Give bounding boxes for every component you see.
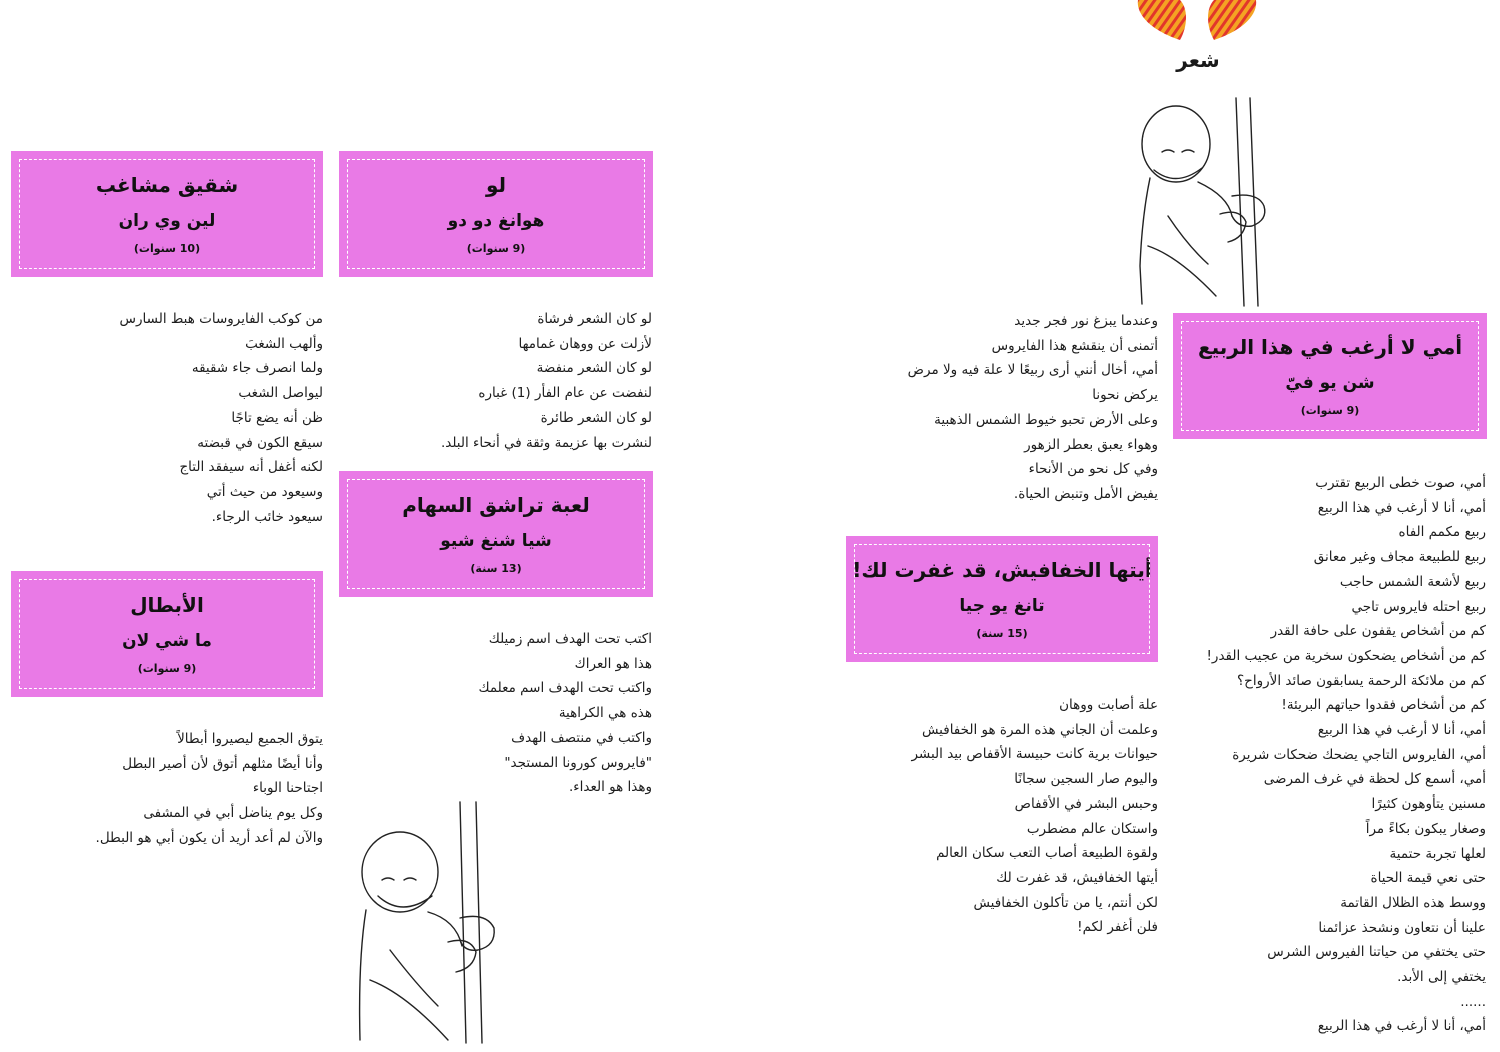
poem-line: لنشرت بها عزيمة وثقة في أنحاء البلد. [440,434,652,451]
poem-line: حتى نعي قيمة الحياة [1370,870,1486,887]
poem-line: ربيع مكمم الفاه [1398,524,1486,541]
poem-line: وعلى الأرض تحبو خيوط الشمس الذهبية [934,411,1158,428]
poem-line: هذا هو العراك [574,655,652,672]
poem-line: يتوق الجميع ليصيروا أبطالاً [177,731,323,747]
poem-line: يركض نحونا [1092,387,1158,404]
poem-line: ولما انصرف جاء شقيقه [191,360,323,377]
poem-line: وحبس البشر في الأقفاص [1014,795,1158,812]
poem-line: واليوم صار السجين سجانًا [1014,771,1158,788]
poem-line: وسيعود من حيث أتي [206,483,323,500]
poem-line: والآن لم أعد أريد أن يكون أبي هو البطل. [95,829,323,846]
poem-line: وكل يوم يناضل أبي في المشفى [143,805,323,822]
poem-author-age: (15 سنة) [976,626,1028,640]
poem-body-spring [1156,471,1486,1039]
poem-line: لعلها تجربة حتمية [1389,845,1486,862]
poem-line: حيوانات برية كانت حبيسة الأقفاص بيد البشر [911,746,1158,763]
poem-line: أمي، أنا لا أرغب في هذا الربيع [1317,722,1486,739]
poem-line: أتمنى أن ينقشع هذا الفايروس [991,337,1158,354]
poem-line: اجتاحنا الوباء [252,780,323,797]
poem-author: هوانغ دو دو [447,210,545,231]
child-mask-illustration-bottom [352,800,522,1045]
poem-line: حتى يختفي من حياتنا الفيروس الشرس [1267,944,1486,961]
poem-title: لو [485,172,507,197]
poem-line: وفي كل نحو من الأنحاء [1028,461,1158,478]
poem-line: ليواصل الشغب [238,385,323,402]
poem-title: أمي لا أرغب في هذا الربيع [1197,334,1463,359]
poem-line: ولقوة الطبيعة أصاب التعب سكان العالم [936,845,1158,862]
poem-line: وألهب الشغبَ [245,335,323,352]
poem-line: لو كان الشعر فرشاة [537,311,652,327]
poem-author-age: (9 سنوات) [1300,403,1360,417]
poem-line: ربيع للطبيعة مجاف وغير معانق [1313,549,1486,566]
poem-line: كم من أشخاص يضحكون سخرية من عجيب القدر! [1206,647,1486,664]
poem-body-spring-continued [858,309,1158,507]
poem-line: ...... [1460,993,1486,1010]
poem-line: مسنين يتأوهون كثيرًا [1371,796,1486,813]
poem-line: أيتها الخفافيش، قد غفرت لك [996,869,1158,886]
poem-line: ربيع لأشعة الشمس حاجب [1339,573,1486,590]
poem-line: لكنه أغفل أنه سيفقد التاج [179,459,323,476]
poem-title-box-heroes [11,571,323,697]
poem-body-bats [858,693,1158,940]
poem-author: شيا شنغ شيو [440,530,552,551]
poem-line: ظن أنه يضع تاجًا [231,409,323,426]
poem-line: لنفضت عن عام الفأر (1) غباره [478,385,652,402]
poem-line: ربيع احتله فايروس تاجي [1351,598,1486,615]
poem-body-brother [23,307,323,529]
poem-author-age: (9 سنوات) [466,241,526,255]
poem-line: لأزلت عن ووهان غمامها [518,335,652,352]
poem-line: واكتب تحت الهدف اسم معلمك [478,680,652,697]
poem-body-darts [372,627,652,800]
poem-line: وأنا أيضًا مثلهم أتوق لأن أصير البطل [122,755,323,772]
poem-line: سيقع الكون في قبضته [197,434,323,451]
poem-title-box-bats [846,536,1158,662]
poem-title-box-brother [11,151,323,277]
poem-author-age: (13 سنة) [470,561,522,575]
poem-line: لو كان الشعر طائرة [540,409,652,426]
poem-line: كم من أشخاص فقدوا حياتهم البريئة! [1281,697,1486,714]
poem-line: وعندما يبزغ نور فجر جديد [1014,313,1158,329]
poem-line: يفيض الأمل وتنبض الحياة. [1013,485,1158,502]
poem-line: علة أصابت ووهان [1059,697,1158,713]
poem-line: لكن أنتم، يا من تأكلون الخفافيش [973,894,1158,911]
poem-line: يختفي إلى الأبد. [1397,969,1486,986]
poem-title-box-spring [1173,313,1487,439]
poem-line: اكتب تحت الهدف اسم زميلك [488,631,652,647]
poem-line: وصغار يبكون بكاءً مراً [1365,820,1486,837]
poem-line: وهذا هو العداء. [568,779,652,796]
poem-author: لين وي ران [118,210,216,231]
header-logo-hearts [1136,0,1258,44]
poem-author-age: (9 سنوات) [137,661,197,675]
poem-line: أمي، أنا لا أرغب في هذا الربيع [1317,499,1486,516]
poem-title: لعبة تراشق السهام [402,492,590,517]
poem-line: سيعود خائب الرجاء. [211,508,323,525]
poem-line: أمي، أنا لا أرغب في هذا الربيع [1317,1018,1486,1035]
poem-body-law [372,307,652,455]
poem-author: تانغ يو جيا [959,595,1045,616]
poem-line: ووسط هذه الظلال القاتمة [1340,894,1486,911]
poem-title-box-darts [339,471,653,597]
poem-author: شن يو فيّ [1285,372,1375,393]
poem-line: علينا أن نتعاون ونشحذ عزائمنا [1318,919,1486,936]
poem-line: وعلمت أن الجاني هذه المرة هو الخفافيش [921,721,1158,738]
poem-line: فلن أغفر لكم! [1077,919,1158,936]
poem-line: كم من أشخاص يقفون على حافة القدر [1270,623,1486,640]
poem-title-box-law [339,151,653,277]
poem-line: أمي، أخال أنني أرى ربيعًا لا علة فيه ولا مرض [907,362,1158,379]
poem-body-heroes [13,727,323,851]
poem-title: الأبطال [130,592,204,617]
poem-line: من كوكب الفايروسات هبط السارس [119,311,323,327]
poem-title: أيتها الخفافيش، قد غفرت لك! [852,557,1152,582]
poem-author-age: (10 سنوات) [133,241,201,255]
poem-line: هذه هي الكراهية [558,705,652,722]
poem-line: لو كان الشعر منفضة [536,360,652,377]
section-title: شعر [1176,48,1220,72]
poem-author: ما شي لان [122,630,212,651]
poem-line: كم من ملائكة الرحمة يسابقون صائد الأرواح؟ [1236,672,1486,689]
poem-line: أمي، الفايروس التاجي يضحك ضحكات شريرة [1232,746,1486,763]
poem-title: شقيق مشاغب [95,172,239,197]
poem-line: وهواء يعبق بعطر الزهور [1024,436,1158,453]
poem-line: واستكان عالم مضطرب [1026,820,1158,837]
poem-line: واكتب في منتصف الهدف [511,729,652,746]
poem-line: أمي، صوت خطى الربيع تقترب [1315,475,1486,491]
child-mask-illustration-top [1128,96,1288,308]
poem-line: أمي، أسمع كل لحظة في غرف المرضى [1263,771,1486,788]
poem-line: "فايروس كورونا المستجد" [504,754,652,771]
